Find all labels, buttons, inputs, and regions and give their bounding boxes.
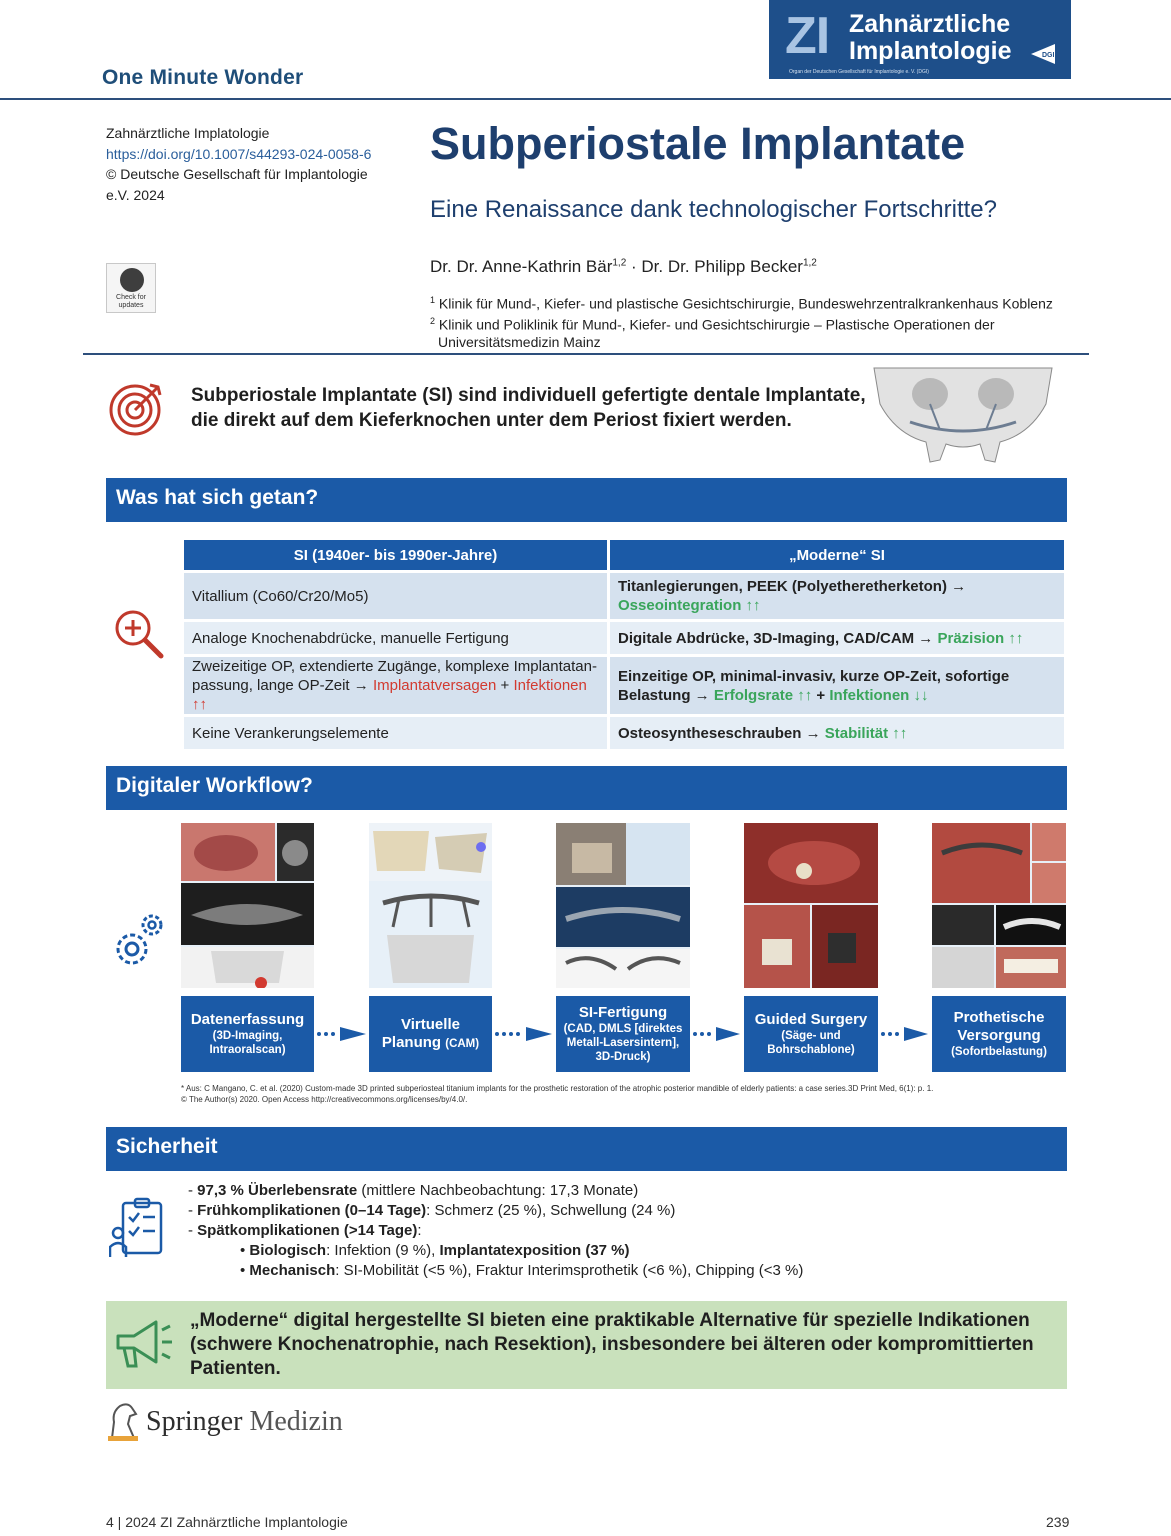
manufacturing-images — [556, 823, 690, 988]
copyright-line2: e.V. 2024 — [106, 186, 165, 203]
springer-horse-icon — [106, 1402, 140, 1442]
table-row — [184, 573, 1064, 619]
check-updates-icon — [120, 268, 144, 292]
megaphone-icon — [112, 1316, 174, 1372]
check-for-updates-button[interactable] — [106, 263, 156, 313]
table-row — [184, 657, 1064, 714]
footer-citation: 4 | 2024 ZI Zahnärztliche Implantologie — [106, 1514, 348, 1530]
checklist-icon — [109, 1197, 165, 1259]
dgi-badge-icon — [1031, 44, 1055, 64]
section-label: One Minute Wonder — [102, 66, 304, 89]
section-heading-changes: Was hat sich getan? — [106, 478, 1067, 522]
workflow-arrow-icon — [692, 1027, 742, 1041]
logo-name-line2: Implantologie — [849, 37, 1012, 65]
list-item: • Biologisch: Infektion (9 %), Implantatexposition (37 %) — [240, 1242, 630, 1259]
journal-name: Zahnärztliche Implatologie — [106, 125, 270, 141]
check-updates-label: Check for updates — [116, 294, 146, 309]
target-icon — [108, 379, 166, 437]
doi-link[interactable]: https://doi.org/10.1007/s44293-024-0058-6 — [106, 145, 372, 162]
logo-badge: DGI — [1042, 52, 1055, 59]
logo-organ: Organ der Deutschen Gesellschaft für Implantologie e. V. (DGI) — [789, 69, 929, 75]
journal-logo — [769, 0, 1071, 79]
table-cell: Vitallium (Co60/Cr20/Mo5) — [184, 573, 607, 619]
workflow-step-manufacturing: SI-Fertigung (CAD, DMLS [direktes Metall-Lasersintern], 3D-Druck) — [556, 996, 690, 1072]
affiliation-2: $^2$ Klinik und Poliklinik für Mund-, Kiefer- und Gesichtschirurgie – Plastische Operationen der — [430, 316, 995, 333]
table-cell: Titanlegierungen, PEEK (Polyetheretherketon) → Osseointegration ↑↑ — [610, 573, 1064, 619]
affiliation-2-cont: Universitätsmedizin Mainz — [438, 334, 601, 350]
list-item: - Spätkomplikationen (>14 Tage): — [188, 1222, 422, 1239]
safety-list — [188, 1181, 803, 1281]
table-cell: Osteosyntheseschrauben → Stabilität ↑↑ — [610, 717, 1064, 749]
data-acquisition-images — [181, 823, 314, 988]
workflow-step-virtual-planning: Virtuelle Planung (CAM) — [369, 996, 492, 1072]
gears-icon — [110, 911, 166, 971]
image-source-footnote: * Aus: C Mangano, C. et al. (2020) Custom-made 3D printed subperiosteal titanium implants for the prosthetic restoration of the atrophic posterior mandible of elderly patients: a case series.3D Print Med, 6(1): p. 1. © The Author(s) 2020. Open Access http://creativecommons.org/licenses/by/4.0/. — [181, 1084, 934, 1104]
article-title: Subperiostale Implantate — [430, 118, 966, 169]
table-row — [184, 717, 1064, 749]
list-item: - Frühkomplikationen (0–14 Tage): Schmerz (25 %), Schwellung (24 %) — [188, 1202, 676, 1219]
comparison-table — [181, 537, 1067, 752]
table-cell: Einzeitige OP, minimal-invasiv, kurze OP-Zeit, sofortige Belastung → Erfolgsrate ↑↑ + Infektionen ↓↓ — [610, 657, 1064, 714]
table-cell: Analoge Knochenabdrücke, manuelle Fertigung — [184, 622, 607, 654]
table-header-classic: SI (1940er- bis 1990er-Jahre) — [184, 540, 607, 570]
skull-implant-illustration — [870, 364, 1056, 464]
page-number: 239 — [1046, 1514, 1070, 1530]
workflow-arrow-icon — [880, 1027, 930, 1041]
intro-text: Subperiostale Implantate (SI) sind individuell gefertigte dentale Implantate, die direkt auf dem Kieferknochen unter dem Periost fixiert werden. — [191, 385, 866, 431]
workflow-arrow-icon — [494, 1027, 554, 1041]
guided-surgery-images — [744, 823, 878, 988]
conclusion-text: „Moderne“ digital hergestellte SI bieten eine praktikable Alternative für spezielle Indikationen (schwere Knochenatrophie, nach Resektion), insbesondere bei älteren oder kompromittierten Patienten. — [190, 1310, 1034, 1379]
table-cell: Keine Verankerungselemente — [184, 717, 607, 749]
workflow-step-prosthetics: Prothetische Versorgung (Sofortbelastung) — [932, 996, 1066, 1072]
copyright-line1: © Deutsche Gesellschaft für Implantologie — [106, 166, 368, 182]
magnifier-plus-icon — [113, 608, 165, 660]
meta-divider — [83, 353, 1089, 355]
header-divider — [0, 98, 1171, 100]
workflow-step-guided-surgery: Guided Surgery (Säge- und Bohrschablone) — [744, 996, 878, 1072]
article-subtitle: Eine Renaissance dank technologischer Fortschritte? — [430, 196, 997, 223]
article-meta — [106, 123, 396, 205]
affiliation-1: $^1$ Klinik für Mund-, Kiefer- und plastische Gesichtschirurgie, Bundeswehrzentralkrankenhaus Koblenz — [430, 295, 1053, 312]
section-heading-safety: Sicherheit — [106, 1127, 1067, 1171]
authors: Dr. Dr. Anne-Kathrin Bär$^{1,2}$ · Dr. Dr. Philipp Becker$^{1,2}$ — [430, 257, 817, 276]
logo-name-line1: Zahnärztliche — [849, 10, 1011, 38]
workflow-arrow-icon — [316, 1027, 368, 1041]
list-item: • Mechanisch: SI-Mobilität (<5 %), Fraktur Interimsprothetik (<6 %), Chipping (<3 %) — [240, 1262, 804, 1279]
prosthetic-images — [932, 823, 1066, 988]
section-heading-workflow: Digitaler Workflow? — [106, 766, 1067, 810]
workflow-step-data-acquisition: Datenerfassung (3D-Imaging, Intraoralscan) — [181, 996, 314, 1072]
table-header-modern: „Moderne“ SI — [610, 540, 1064, 570]
table-row — [184, 622, 1064, 654]
table-cell: Digitale Abdrücke, 3D-Imaging, CAD/CAM → Präzision ↑↑ — [610, 622, 1064, 654]
virtual-planning-images — [369, 823, 492, 988]
conclusion-box — [106, 1301, 1067, 1389]
logo-letters: ZI — [785, 7, 830, 65]
table-cell: Zweizeitige OP, extendierte Zugänge, komplexe Implantatan- passung, lange OP-Zeit → Implantatversagen + Infektionen ↑↑ — [184, 657, 607, 714]
list-item: - 97,3 % Überlebensrate (mittlere Nachbeobachtung: 17,3 Monate) — [188, 1182, 639, 1199]
